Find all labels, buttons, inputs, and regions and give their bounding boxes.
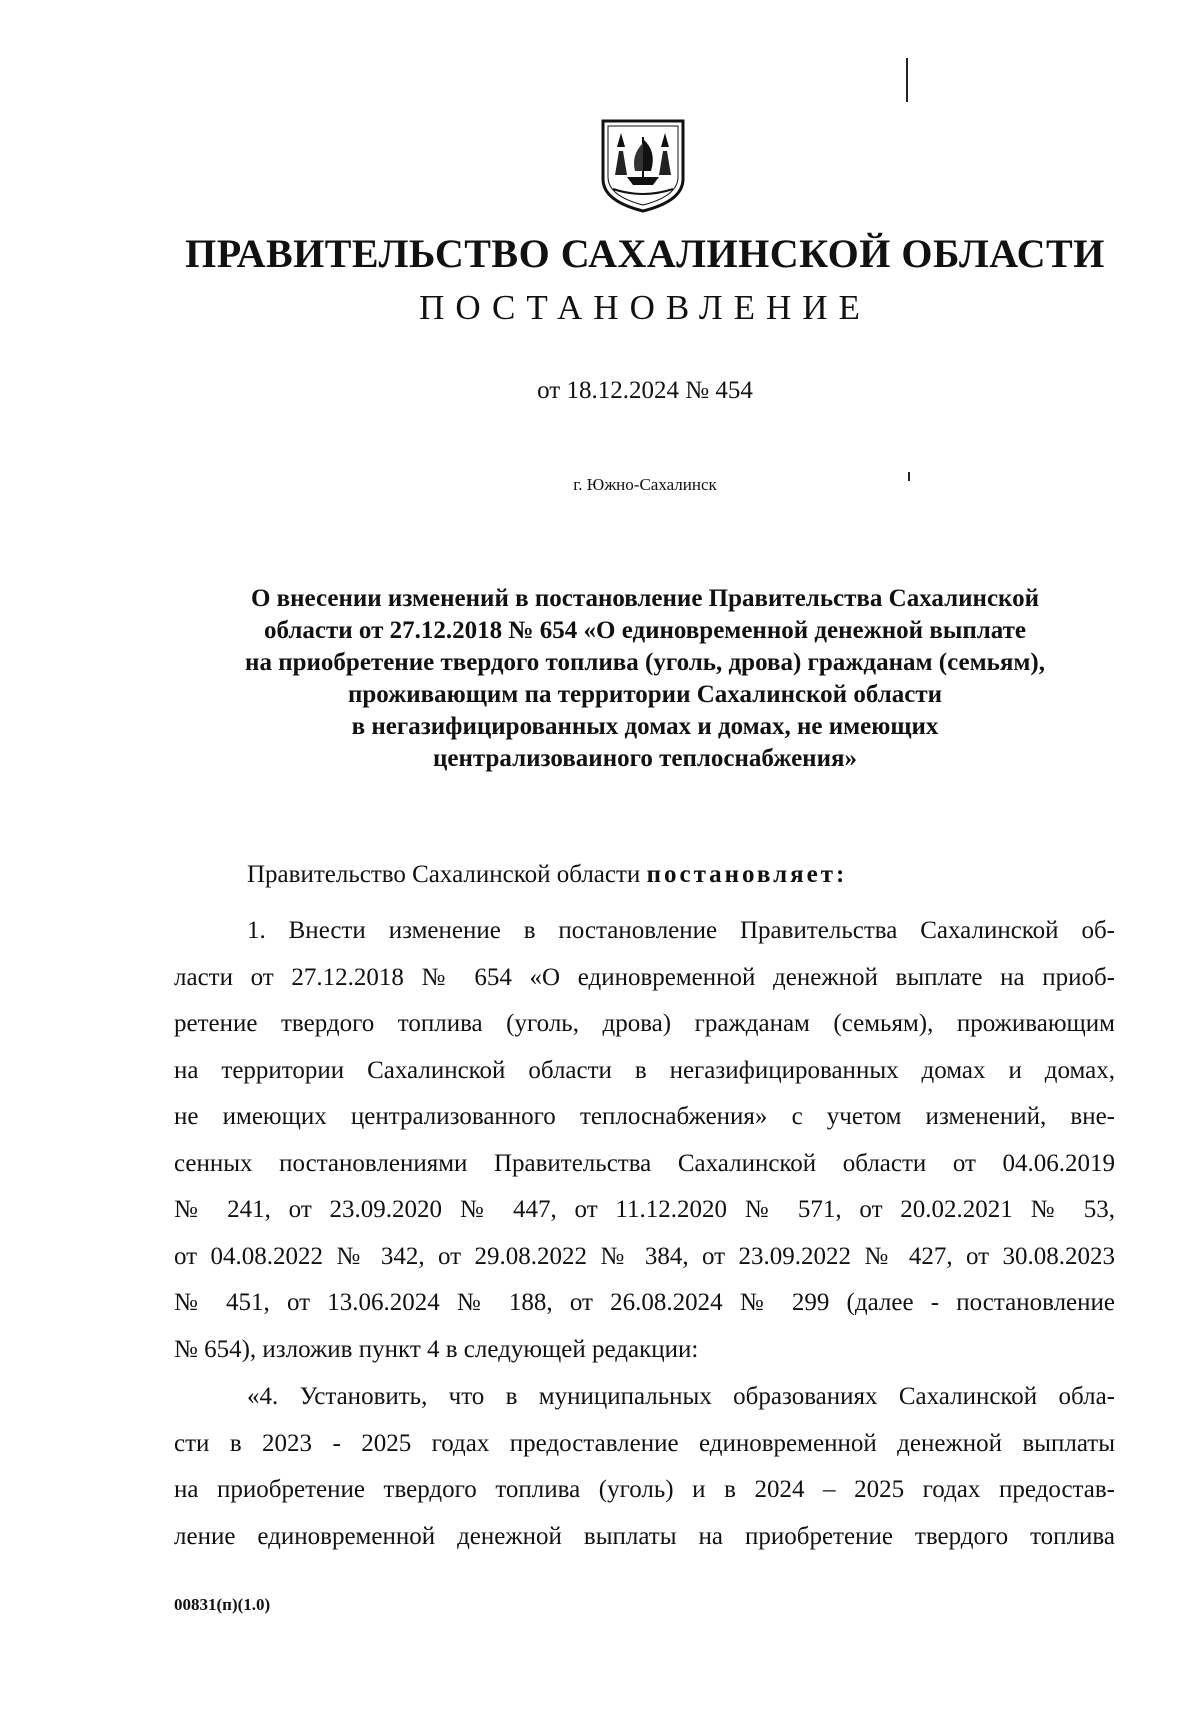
subject-line: на приобретение твердого топлива (уголь, дрова) гражданам (семьям),	[245, 649, 1045, 676]
subject-line: проживающим па территории Сахалинской области	[347, 681, 943, 708]
paragraph-line: № 241, от 23.09.2020 № 447, от 11.12.2020 № 571, от 20.02.2021 № 53,	[174, 1196, 1115, 1223]
subject-line: в негазифицированных домах и домах, не имеющих	[351, 713, 939, 740]
subject-line: О внесении изменений в постановление Правительства Сахалинской	[250, 585, 1040, 612]
paragraph-line: не имеющих централизованного теплоснабжения» с учетом изменений, вне-	[174, 1103, 1115, 1130]
intro-verb: постановляет	[646, 861, 837, 888]
paragraph-line: сти в 2023 - 2025 годах предоставление единовременной денежной выплаты	[174, 1429, 1115, 1457]
paragraph-line: № 451, от 13.06.2024 № 188, от 26.08.2024 № 299 (далее - постановление	[174, 1289, 1115, 1316]
paragraph-line: на приобретение твердого топлива (уголь) и в 2024 – 2025 годах предостав-	[174, 1476, 1115, 1503]
paragraph-2	[174, 1374, 1115, 1560]
subject-line: централизоваиного теплоснабжения»	[432, 745, 858, 772]
intro-sentence	[247, 861, 1115, 889]
paragraph-1	[174, 908, 1115, 1373]
paragraph-line: на территории Сахалинской области в негазифицированных домах и домах,	[174, 1056, 1115, 1084]
paragraph-line: ретение твердого топлива (уголь, дрова) гражданам (семьям), проживающим	[174, 1010, 1115, 1037]
document-type: ПОСТАНОВЛЕНИЕ	[419, 288, 871, 327]
form-code: 00831(п)(1.0)	[174, 1595, 271, 1614]
paragraph-line: № 654), изложив пункт 4 в следующей редакции:	[174, 1335, 699, 1363]
paragraph-line: от 04.08.2022 № 342, от 29.08.2022 № 384, от 23.09.2022 № 427, от 30.08.2023	[174, 1242, 1115, 1270]
paragraph-line: сенных постановлениями Правительства Сахалинской области от 04.06.2019	[174, 1149, 1115, 1177]
paragraph-line: «4. Установить, что в муниципальных образованиях Сахалинской обла-	[247, 1383, 1115, 1410]
paragraph-line: ление единовременной денежной выплаты на приобретение твердого топлива	[174, 1522, 1115, 1550]
document-subject	[180, 583, 1110, 775]
scan-mark	[906, 58, 908, 102]
paragraph-line: 1. Внести изменение в постановление Правительства Сахалинской об-	[247, 917, 1115, 944]
intro-prefix: Правительство Сахалинской области	[247, 861, 647, 888]
document-city: г. Южно-Сахалинск	[573, 475, 717, 494]
intro-suffix: :	[836, 861, 848, 888]
document-date-number: от 18.12.2024 № 454	[537, 377, 753, 404]
government-title: ПРАВИТЕЛЬСТВО САХАЛИНСКОЙ ОБЛАСТИ	[185, 231, 1105, 276]
subject-line: области от 27.12.2018 № 654 «О единовременной денежной выплате	[264, 617, 1026, 644]
coat-of-arms-icon	[599, 117, 687, 213]
paragraph-line: ласти от 27.12.2018 № 654 «О единовременной денежной выплате на приоб-	[174, 963, 1115, 991]
